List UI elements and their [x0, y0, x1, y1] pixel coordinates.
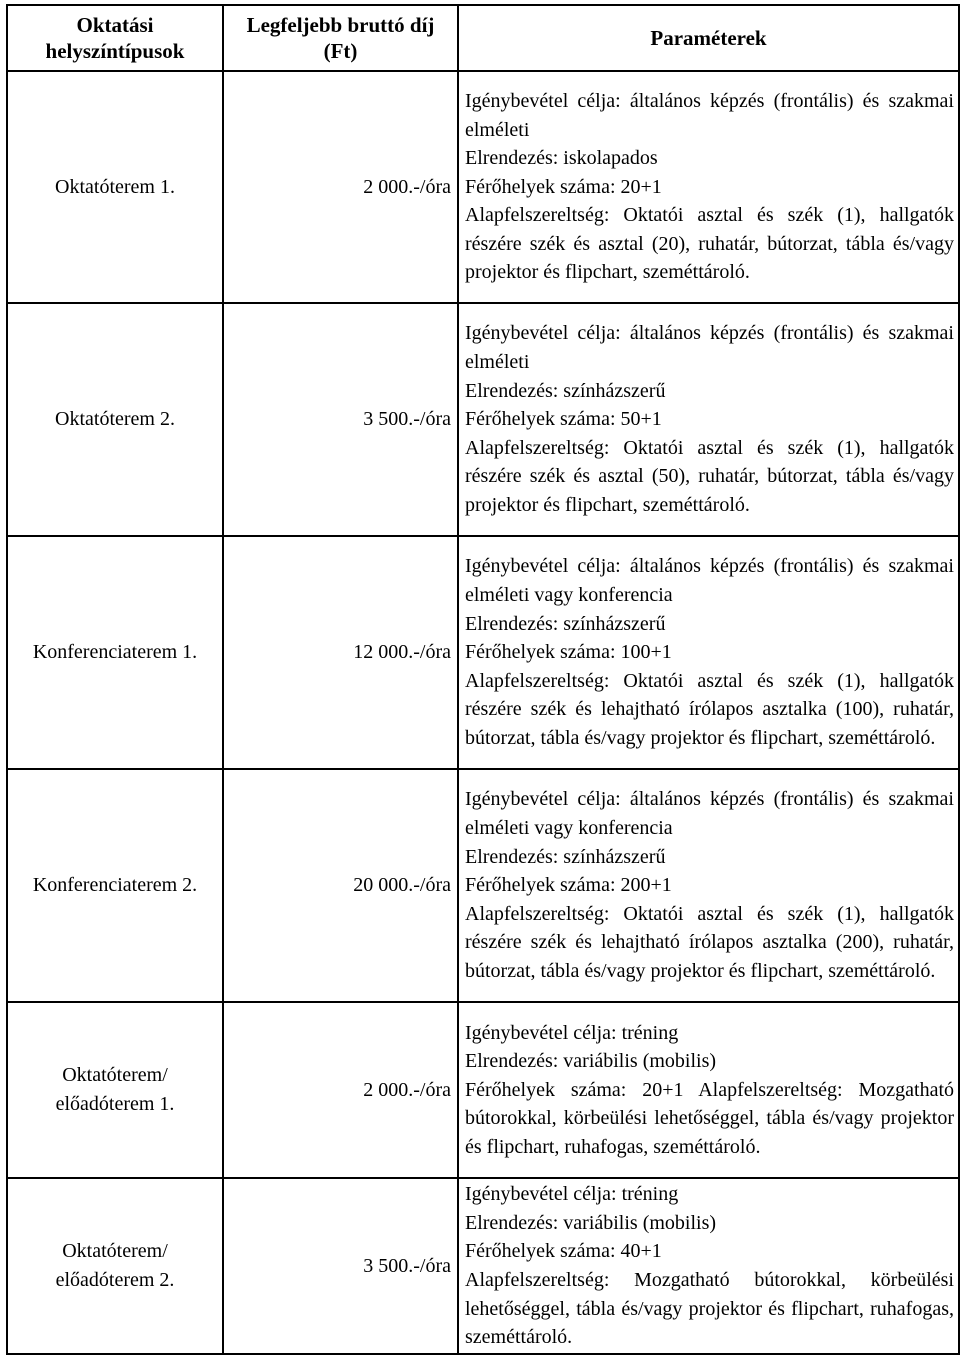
params-cell — [458, 769, 959, 1002]
header-price-line1: Legfeljebb bruttó díj — [246, 13, 435, 37]
location-cell — [7, 303, 223, 536]
param-capacity: Férőhelyek száma: 40+1 — [465, 1240, 662, 1263]
header-params — [458, 5, 959, 71]
header-row — [7, 5, 959, 71]
location-cell — [7, 1002, 223, 1178]
table-row — [7, 71, 959, 303]
param-capacity: Férőhelyek száma: 50+1 — [465, 408, 662, 431]
location-cell — [7, 769, 223, 1002]
location-name: Oktatóterem 1. — [55, 175, 175, 198]
param-layout: Elrendezés: iskolapados — [465, 147, 658, 170]
params-cell — [458, 303, 959, 536]
params-cell — [458, 1002, 959, 1178]
header-location-line1: Oktatási — [76, 13, 154, 37]
header-location — [7, 5, 223, 71]
param-equipment: Alapfelszereltség: Mozgatható bútorokkal, körbeülési lehetőséggel, tábla és/vagy projektor és flipchart, ruhafogas, szeméttároló. — [465, 1269, 954, 1349]
location-cell — [7, 536, 223, 769]
location-name-line1: Oktatóterem/ — [62, 1064, 168, 1087]
param-equipment: Alapfelszereltség: Oktatói asztal és szék (1), hallgatók részére szék és asztal (20), ruhatár, bútorzat, tábla és/vagy projektor és flipchart, szeméttároló. — [465, 204, 954, 284]
location-name: Konferenciaterem 1. — [32, 641, 198, 664]
table-row — [7, 303, 959, 536]
location-cell — [7, 1178, 223, 1354]
table-row — [7, 1002, 959, 1178]
header-price-line2: (Ft) — [323, 39, 358, 63]
table-row — [7, 1178, 959, 1354]
price-cell: 20 000.-/óra — [223, 769, 458, 1002]
params-cell — [458, 1178, 959, 1354]
param-layout: Elrendezés: variábilis (mobilis) — [465, 1050, 717, 1073]
param-layout: Elrendezés: színházszerű — [465, 845, 666, 868]
price-cell: 2 000.-/óra — [223, 71, 458, 303]
params-cell — [458, 536, 959, 769]
param-capacity: Férőhelyek száma: 100+1 — [465, 641, 672, 664]
param-purpose: Igénybevétel célja: általános képzés (frontális) és szakmai elméleti — [465, 322, 954, 374]
table-row — [7, 769, 959, 1002]
params-cell — [458, 71, 959, 303]
param-equipment: Alapfelszereltség: Oktatói asztal és szék (1), hallgatók részére szék és asztal (50), ruhatár, bútorzat, tábla és/vagy projektor és flipchart, szeméttároló. — [465, 436, 954, 516]
pricing-table — [6, 4, 960, 1355]
location-name-line1: Oktatóterem/ — [62, 1240, 168, 1263]
location-cell — [7, 71, 223, 303]
param-capacity-equipment: Férőhelyek száma: 20+1 Alapfelszereltség: Mozgatható bútorokkal, körbeülési lehetőséggel, tábla és/vagy projektor és flipchart, ruhafogas, szeméttároló. — [465, 1078, 954, 1158]
location-name: Oktatóterem 2. — [55, 408, 175, 431]
price-cell: 3 500.-/óra — [223, 303, 458, 536]
param-layout: Elrendezés: színházszerű — [465, 612, 666, 635]
param-purpose: Igénybevétel célja: tréning — [465, 1183, 679, 1206]
header-params-label: Paraméterek — [650, 26, 767, 50]
param-layout: Elrendezés: színházszerű — [465, 379, 666, 402]
param-capacity: Férőhelyek száma: 200+1 — [465, 874, 672, 897]
param-equipment: Alapfelszereltség: Oktatói asztal és szék (1), hallgatók részére szék és lehajtható írólapos asztalka (200), ruhatár, bútorzat, tábla és/vagy projektor és flipchart, szeméttároló. — [465, 902, 954, 982]
price-cell: 2 000.-/óra — [223, 1002, 458, 1178]
location-name: Konferenciaterem 2. — [32, 874, 198, 897]
price-cell: 3 500.-/óra — [223, 1178, 458, 1354]
param-equipment: Alapfelszereltség: Oktatói asztal és szék (1), hallgatók részére szék és lehajtható írólapos asztalka (100), ruhatár, bútorzat, tábla és/vagy projektor és flipchart, szeméttároló. — [465, 669, 954, 749]
table-row — [7, 536, 959, 769]
header-price — [223, 5, 458, 71]
param-purpose: Igénybevétel célja: általános képzés (frontális) és szakmai elméleti — [465, 89, 954, 141]
location-name-line2: előadóterem 1. — [55, 1093, 175, 1115]
param-purpose: Igénybevétel célja: tréning — [465, 1021, 679, 1044]
param-layout: Elrendezés: variábilis (mobilis) — [465, 1211, 717, 1234]
param-purpose: Igénybevétel célja: általános képzés (frontális) és szakmai elméleti vagy konferencia — [465, 555, 954, 607]
price-cell: 12 000.-/óra — [223, 536, 458, 769]
header-location-line2: helyszíntípusok — [45, 39, 185, 63]
location-name-line2: előadóterem 2. — [55, 1269, 175, 1291]
param-capacity: Férőhelyek száma: 20+1 — [465, 175, 662, 198]
param-purpose: Igénybevétel célja: általános képzés (frontális) és szakmai elméleti vagy konferencia — [465, 788, 954, 840]
